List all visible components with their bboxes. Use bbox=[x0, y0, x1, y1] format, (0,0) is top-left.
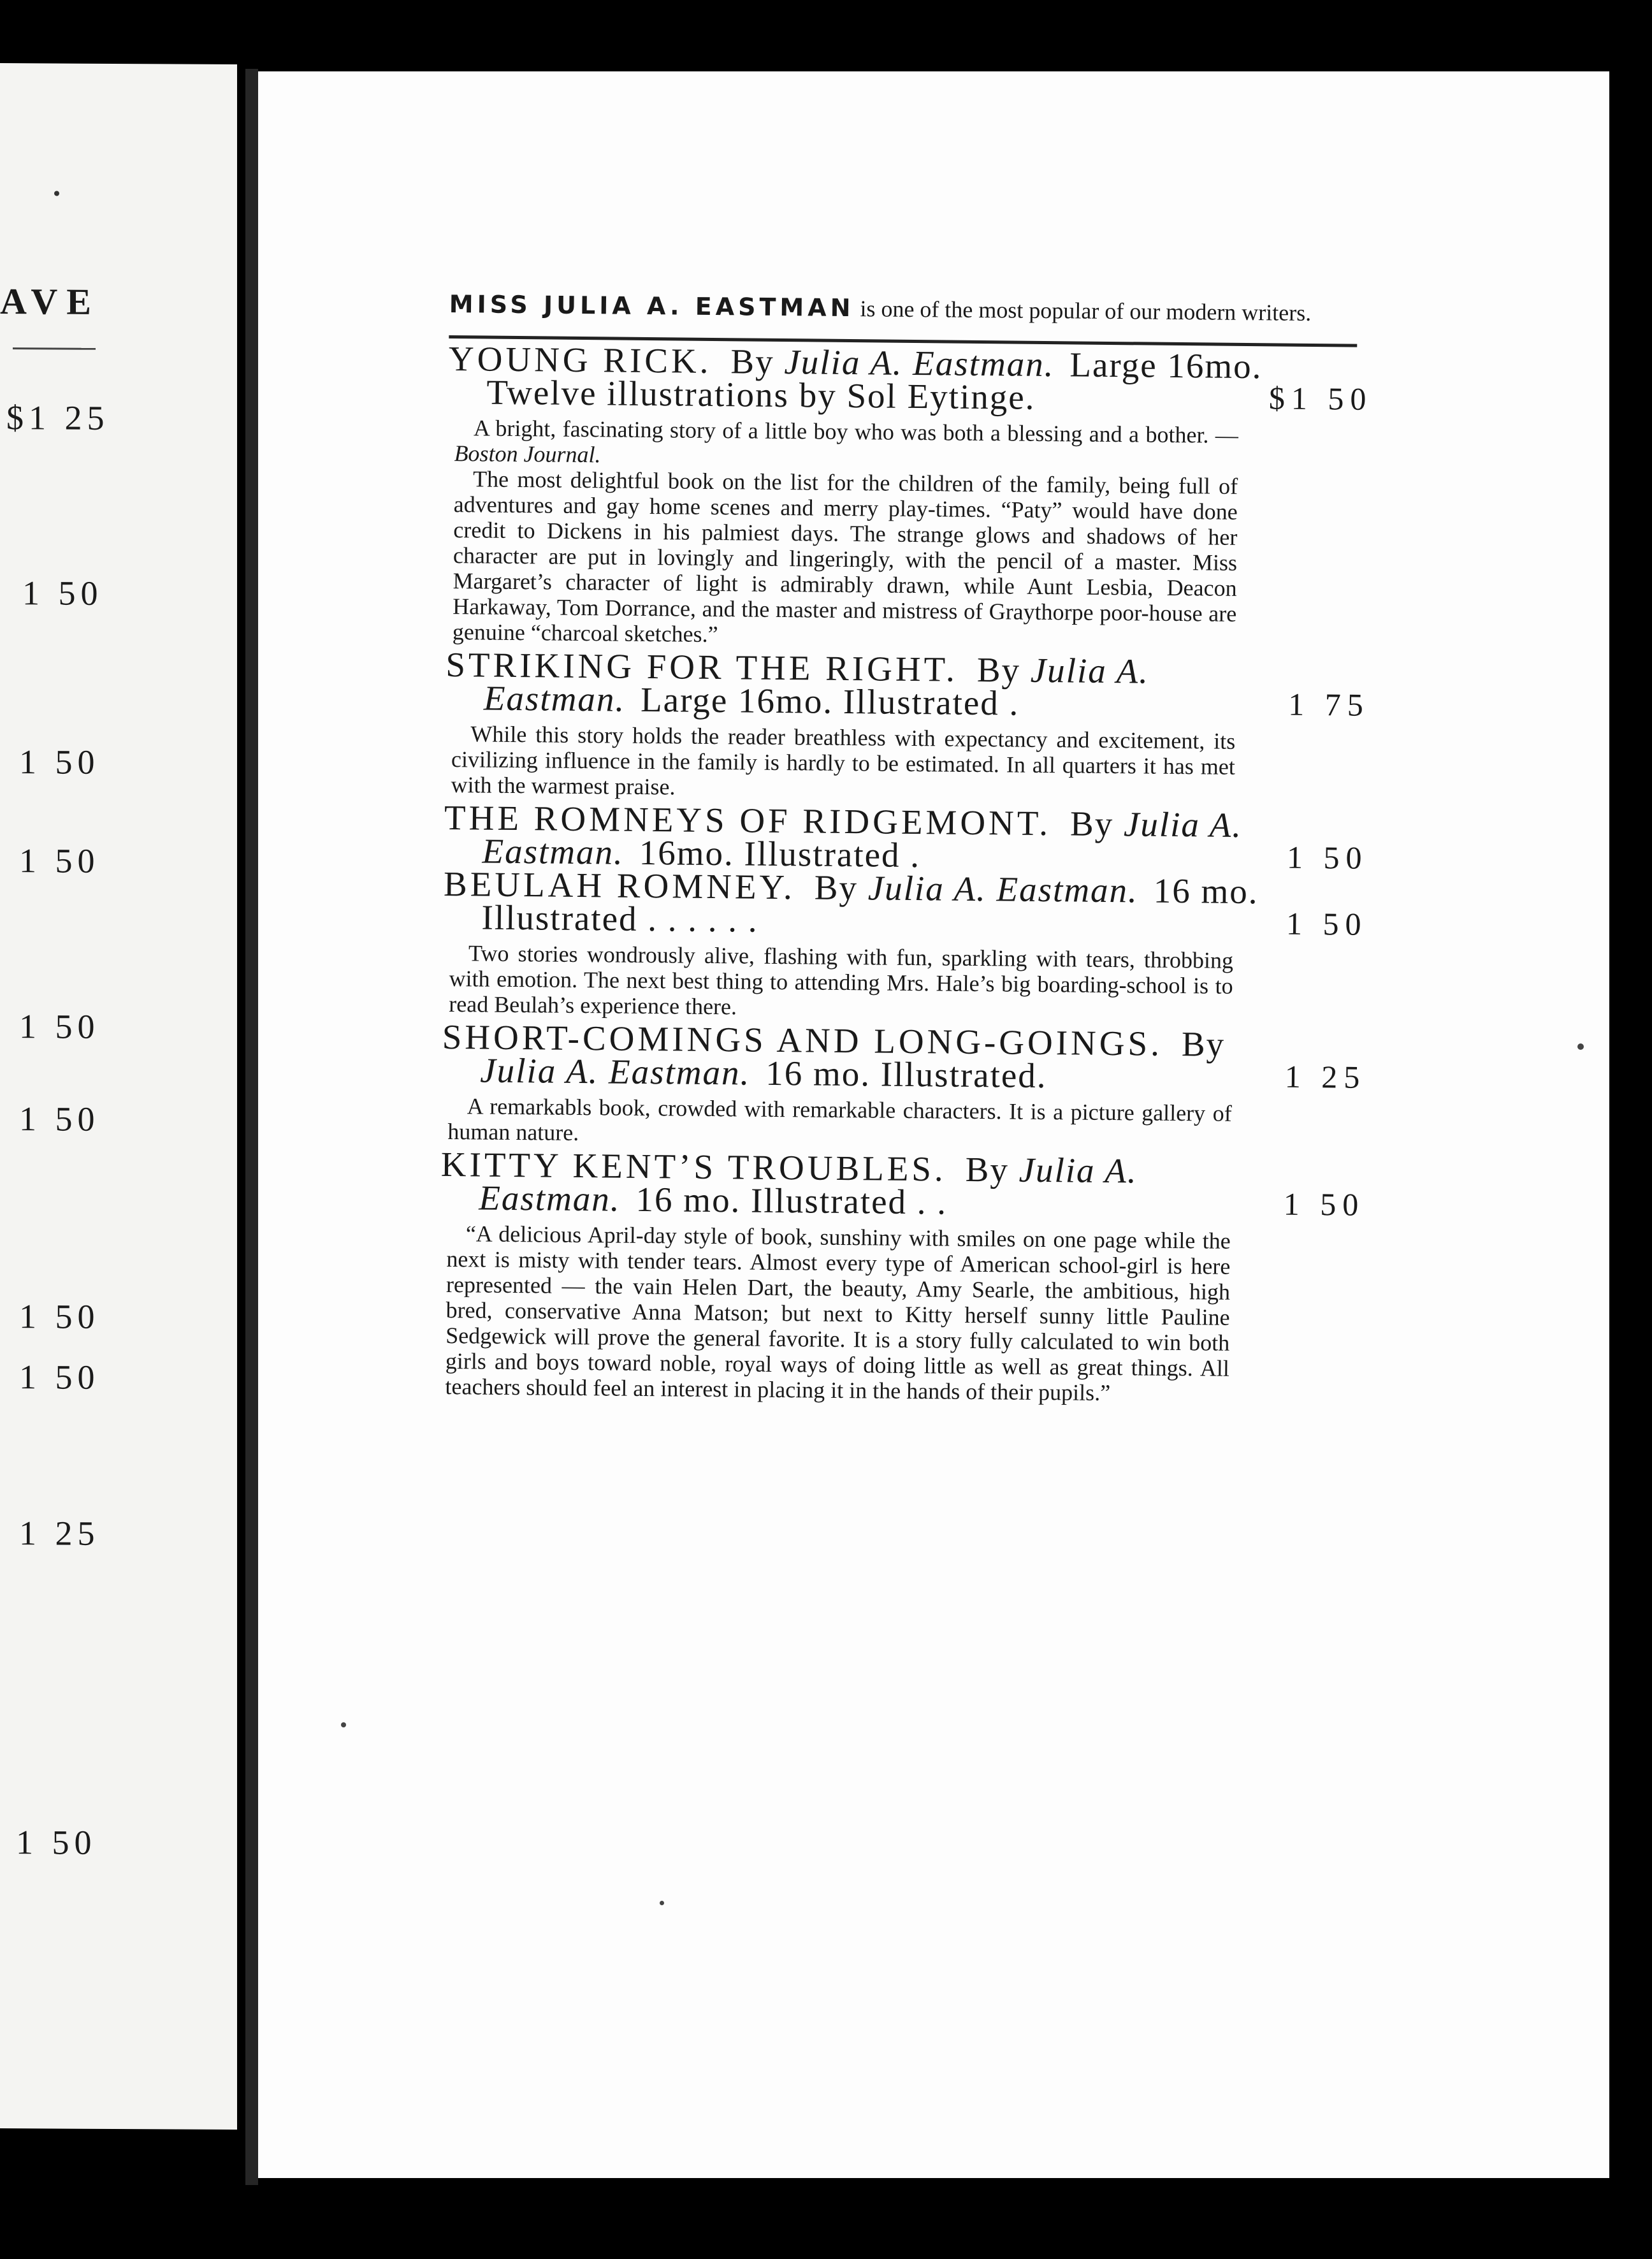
review-paragraph bbox=[453, 466, 1238, 652]
book-title: YOUNG RICK. bbox=[448, 338, 712, 381]
book-title-line bbox=[446, 644, 1262, 723]
page-speck bbox=[660, 1901, 664, 1905]
book-entry bbox=[441, 1017, 1366, 1153]
left-price: 1 50 bbox=[22, 574, 103, 613]
book-title-line bbox=[440, 1144, 1257, 1222]
book-heading bbox=[444, 797, 1368, 876]
review-paragraph bbox=[451, 721, 1235, 805]
book-format: Large 16mo. Twelve illustrations by Sol Eytinge. bbox=[486, 345, 1263, 417]
review-text: While this story holds the reader breathless with expectancy and excitement, its civilizing influence in the family is hardly to be estimated. In all quarters it has met with the warmest praise. bbox=[451, 721, 1236, 800]
left-price: 1 50 bbox=[19, 743, 100, 781]
book-entry bbox=[446, 338, 1373, 653]
book-author: Julia A. Eastman. bbox=[483, 650, 1150, 719]
book-by: By bbox=[976, 650, 1021, 690]
left-page-heading: AVE bbox=[0, 280, 100, 323]
intro-text: is one of the most popular of our modern writers. bbox=[860, 296, 1312, 326]
book-format: 16 mo. Illustrated . . bbox=[635, 1179, 948, 1222]
book-heading bbox=[443, 864, 1368, 942]
page-speck bbox=[341, 1722, 346, 1727]
left-price: 1 25 bbox=[19, 1514, 100, 1553]
book-heading bbox=[448, 338, 1373, 417]
book-title: THE ROMNEYS OF RIDGEMONT. bbox=[444, 797, 1052, 843]
book-title: KITTY KENT’S TROUBLES. bbox=[440, 1144, 947, 1189]
book-price: 1 25 bbox=[1284, 1058, 1366, 1095]
book-price: 1 50 bbox=[1286, 905, 1368, 942]
left-page-rule bbox=[13, 347, 96, 350]
book-title-line bbox=[443, 864, 1259, 941]
review-paragraph bbox=[447, 1093, 1232, 1152]
book-title-line bbox=[448, 338, 1264, 417]
review-text: “A delicious April-day style of book, sunshiny with smiles on one page while the next is misty with tender tears. Almost every type of American school-girl is here represented — the vain Helen Dart, the beauty, Amy Searle, the ambitious, high bred, conservative Anna Matson; but next to Kitty herself sunny little Pauline Sedgewick will prove the general favorite. It is a story fully calculated to win both girls and boys toward noble, royal ways of doing little as well as great things. All teachers should feel an interest in placing it in the hands of their pupils.” bbox=[445, 1221, 1231, 1406]
review-paragraph bbox=[454, 415, 1238, 474]
left-price: 1 50 bbox=[19, 1007, 100, 1046]
book-format: 16mo. Illustrated . bbox=[639, 832, 921, 875]
review-text: The most delightful book on the list for the children of the family, being full of adventures and gay home scenes and merry play-times. “Paty” would have done credit to Dickens in his palmiest days. The strange glows and shadows of her character are put in lovingly and lingeringly, with the pencil of a master. Miss Margaret’s character of light is admirably drawn, while Aunt Lesbia, Deacon Harkaway, Tom Dorrance, and the master and mistress of Graythorpe poor-house are genuine “charcoal sketches.” bbox=[452, 466, 1238, 648]
left-price: 1 50 bbox=[16, 1823, 97, 1862]
book-heading bbox=[446, 644, 1370, 723]
left-price: 1 50 bbox=[19, 841, 100, 880]
book-by: By bbox=[730, 342, 774, 381]
catalog-page bbox=[258, 71, 1609, 2178]
book-author: Julia A. Eastman. bbox=[867, 868, 1139, 910]
review-text: Two stories wondrously alive, flashing with fun, sparkling with tears, throbbing with emotion. The next best thing to attending Mrs. Hale’s big boarding-school is to read Beulah’s experience there. bbox=[449, 940, 1234, 1020]
book-title: SHORT-COMINGS AND LONG-GOINGS. bbox=[442, 1017, 1163, 1063]
page-speck bbox=[54, 191, 59, 196]
catalog-content bbox=[438, 291, 1635, 1414]
book-review bbox=[441, 1093, 1232, 1152]
book-author: Julia A. Eastman. bbox=[482, 804, 1243, 872]
left-price: $1 25 bbox=[6, 398, 110, 437]
book-entry bbox=[438, 1144, 1365, 1408]
book-author: Julia A. Eastman. bbox=[479, 1150, 1138, 1219]
intro-paragraph bbox=[449, 291, 1635, 329]
left-price: 1 50 bbox=[19, 1297, 100, 1336]
book-list bbox=[438, 338, 1634, 1411]
left-facing-page bbox=[0, 63, 237, 2130]
book-title: STRIKING FOR THE RIGHT. bbox=[446, 644, 959, 689]
book-by: By bbox=[1181, 1024, 1226, 1064]
review-text: A bright, fascinating story of a little boy who was both a blessing and a bother. — bbox=[473, 415, 1239, 448]
review-paragraph bbox=[449, 940, 1233, 1024]
book-by: By bbox=[1069, 804, 1114, 844]
book-review bbox=[444, 721, 1235, 805]
book-entry bbox=[444, 644, 1370, 806]
book-title-line bbox=[444, 797, 1260, 875]
book-price: 1 75 bbox=[1288, 686, 1370, 723]
book-format: 16 mo. Illustrated . . . . . . bbox=[481, 871, 1259, 940]
book-author: Julia A. Eastman. bbox=[479, 1050, 751, 1093]
book-by: By bbox=[814, 868, 859, 908]
book-review bbox=[446, 415, 1238, 652]
book-format: Large 16mo. Illustrated . bbox=[640, 679, 1020, 723]
book-entry bbox=[442, 864, 1368, 1026]
book-title: BEULAH ROMNEY. bbox=[443, 864, 796, 907]
book-price: 1 50 bbox=[1286, 839, 1368, 876]
book-heading bbox=[440, 1144, 1365, 1223]
book-review bbox=[438, 1221, 1231, 1407]
book-heading bbox=[442, 1017, 1366, 1096]
book-review bbox=[442, 940, 1233, 1024]
review-source: Boston Journal. bbox=[454, 440, 601, 468]
left-price: 1 50 bbox=[19, 1100, 100, 1138]
book-price: $1 50 bbox=[1268, 380, 1373, 417]
intro-author: MISS JULIA A. EASTMAN bbox=[449, 290, 855, 323]
book-by: By bbox=[965, 1149, 1010, 1189]
review-text: A remarkabls book, crowded with remarkable characters. It is a picture gallery of human nature. bbox=[447, 1093, 1232, 1146]
book-title-line bbox=[442, 1017, 1258, 1096]
book-format: 16 mo. Illustrated. bbox=[765, 1053, 1047, 1096]
review-paragraph bbox=[445, 1221, 1231, 1407]
left-price: 1 50 bbox=[19, 1358, 100, 1397]
book-author: Julia A. Eastman. bbox=[784, 342, 1055, 384]
book-price: 1 50 bbox=[1283, 1186, 1365, 1223]
page-spine-edge bbox=[245, 69, 258, 2185]
